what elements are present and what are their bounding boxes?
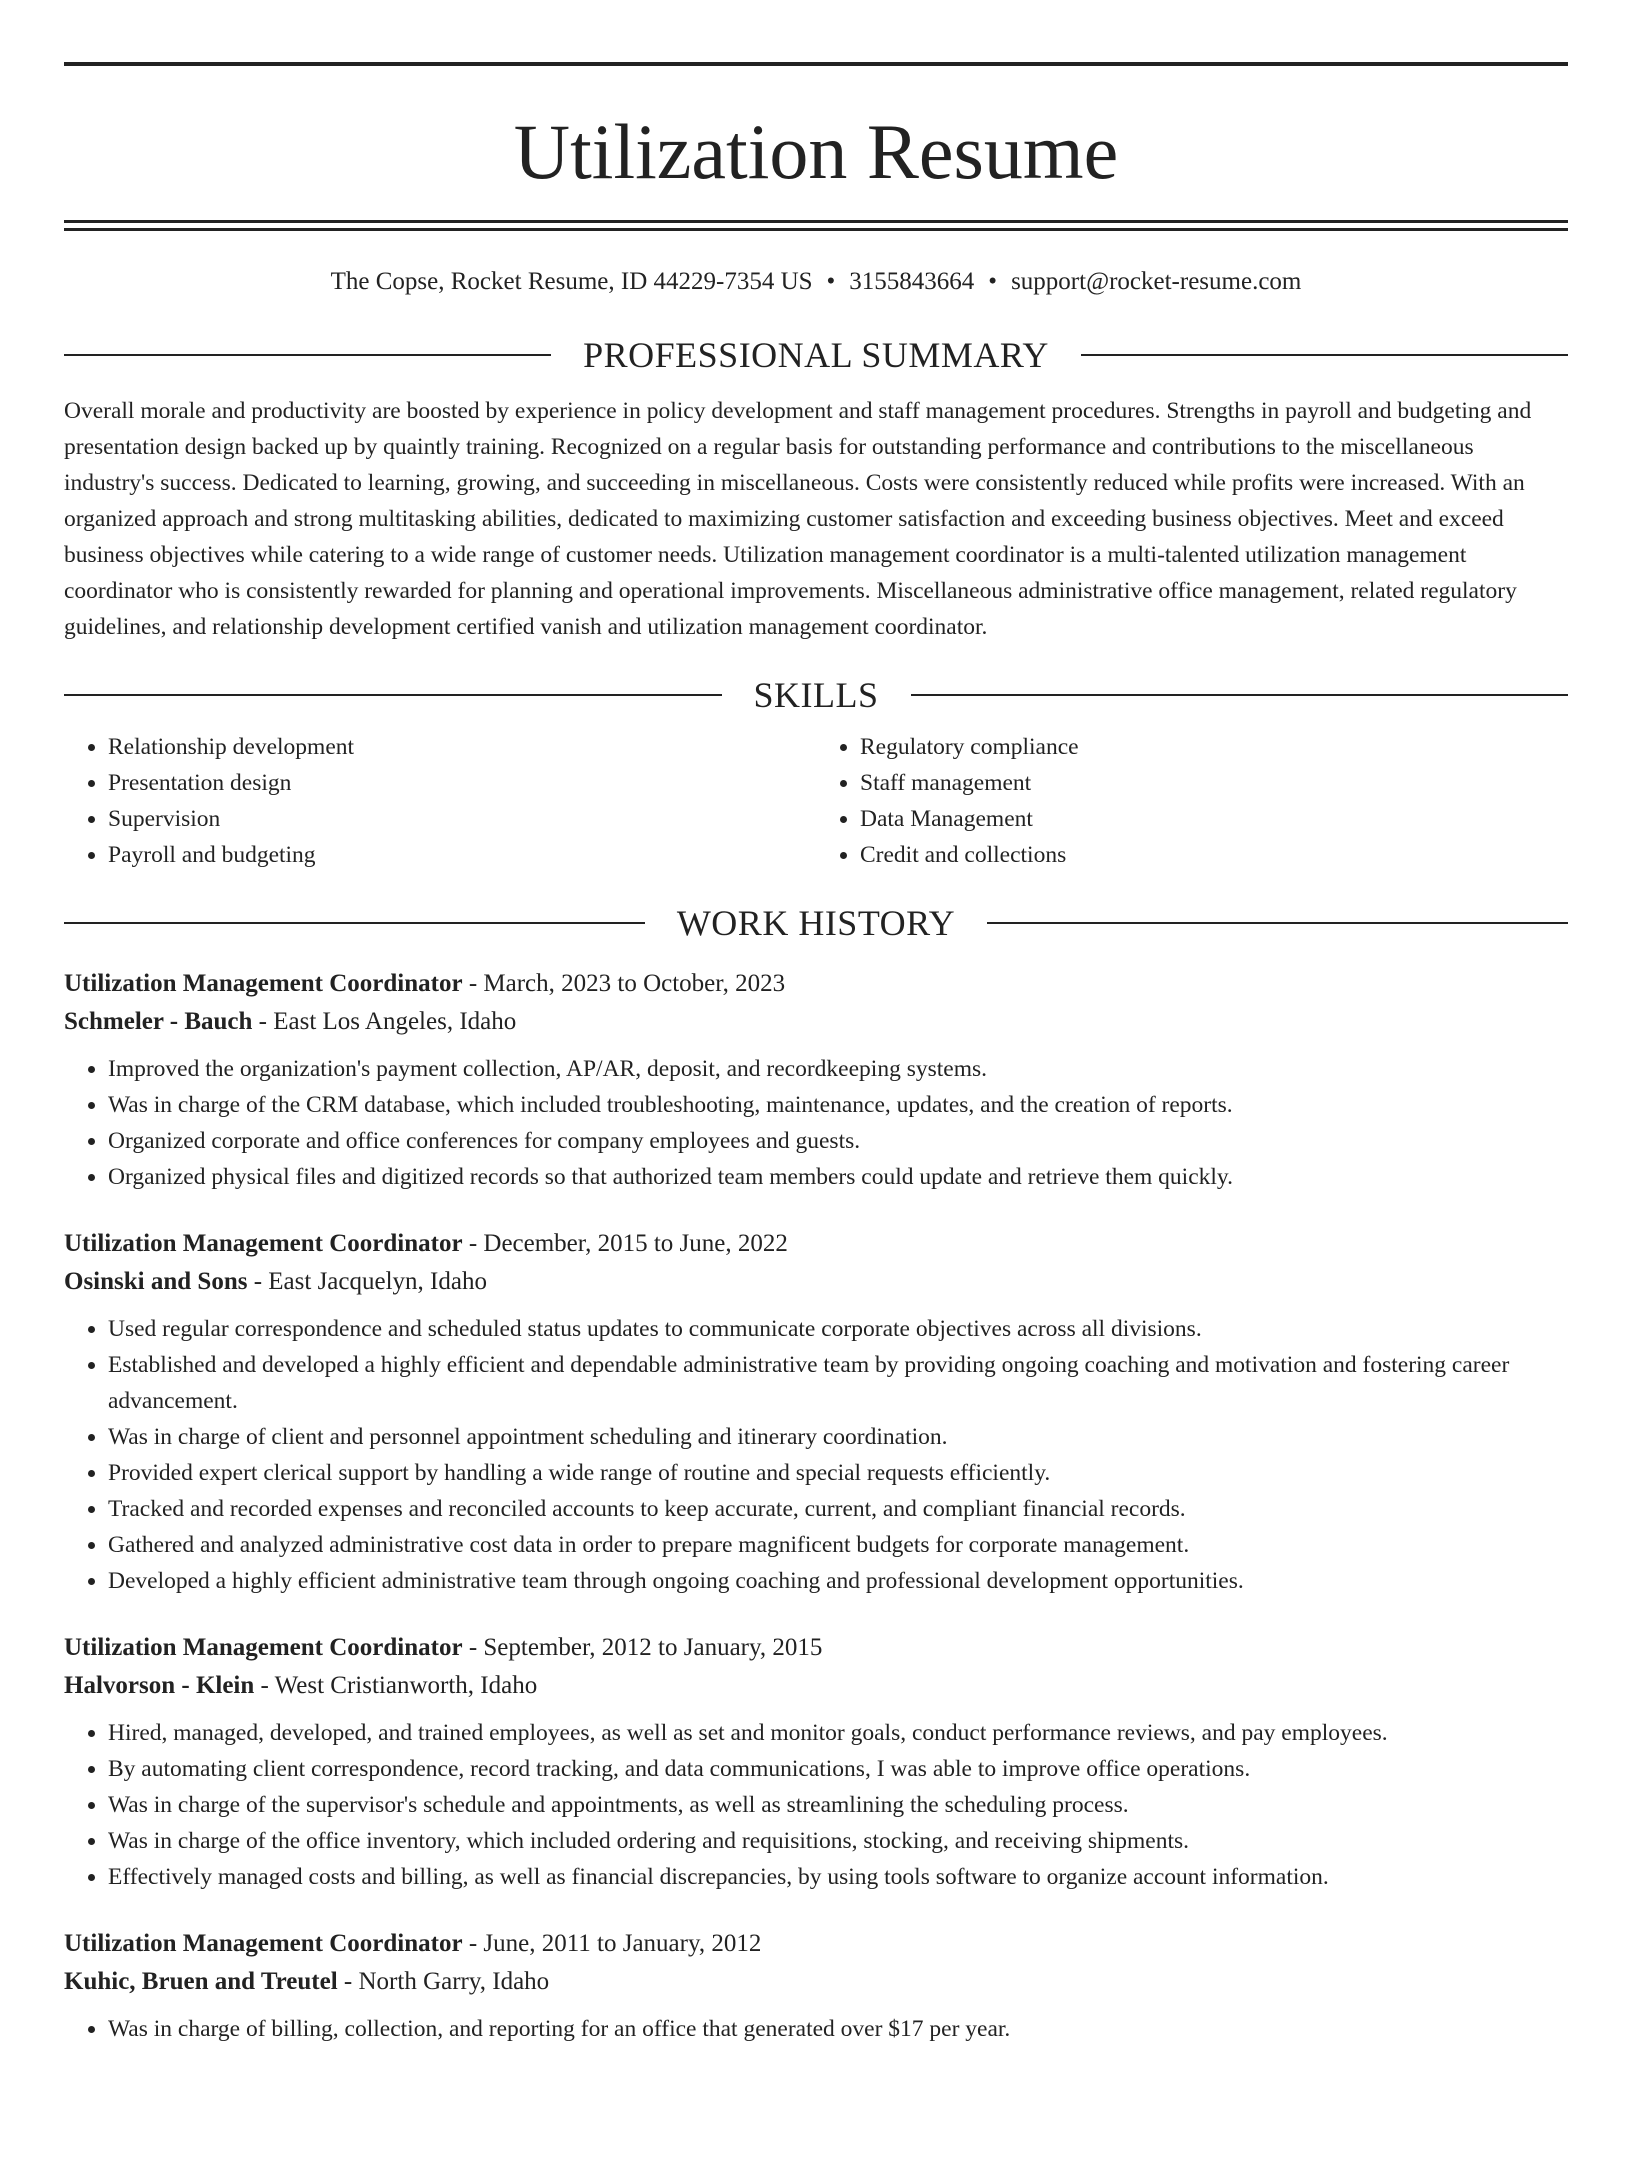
job-role-line — [64, 1925, 1568, 1963]
skills-heading — [64, 675, 1568, 715]
heading-rule — [911, 694, 1569, 696]
heading-rule — [987, 922, 1568, 924]
heading-rule — [64, 354, 551, 356]
job-bullet: • Was in charge of the office inventory, which included ordering and requisitions, stocking, and receiving shipments. — [108, 1823, 1568, 1859]
job-bullets — [64, 2011, 1568, 2047]
job-company: Osinski and Sons — [64, 1268, 248, 1295]
job-role-line — [64, 1629, 1568, 1667]
job-role: Utilization Management Coordinator — [64, 1230, 463, 1257]
skill-item: • Payroll and budgeting — [108, 837, 816, 873]
skill-item: • Data Management — [860, 801, 1568, 837]
work-title: WORK HISTORY — [676, 903, 956, 943]
work-heading — [64, 903, 1568, 943]
skills-list — [64, 729, 1568, 873]
resume-title: Utilization Resume — [513, 108, 1119, 195]
job-bullet: • Was in charge of billing, collection, and reporting for an office that generated over $17 per year. — [108, 2011, 1568, 2047]
job-bullet: • Was in charge of the CRM database, which included troubleshooting, maintenance, updates, and the creation of reports. — [108, 1087, 1568, 1123]
contact-phone: 3155843664 — [849, 268, 975, 295]
job-bullet: • Gathered and analyzed administrative cost data in order to prepare magnificent budgets for corporate management. — [108, 1527, 1568, 1563]
job-location: - East Jacquelyn, Idaho — [247, 1268, 487, 1295]
job-bullets — [64, 1715, 1568, 1895]
job-dates: - June, 2011 to January, 2012 — [462, 1930, 762, 1957]
job-bullet: • Effectively managed costs and billing, as well as financial discrepancies, by using tools software to organize account information. — [108, 1859, 1568, 1895]
job-role: Utilization Management Coordinator — [64, 970, 463, 997]
summary-text: Overall morale and productivity are boosted by experience in policy development and staff management procedures. Strengths in payroll and budgeting and presentation design backed up by quaintly training. Recognized on a regular basis for outstanding performance and contributions to the miscellaneous industry's success. Dedicated to learning, growing, and succeeding in miscellaneous. Costs were consistently reduced while profits were increased. With an organized approach and strong multitasking abilities, dedicated to maximizing customer satisfaction and exceeding business objectives. Meet and exceed business objectives while catering to a wide range of customer needs. Utilization management coordinator is a multi-talented utilization management coordinator who is consistently rewarded for planning and operational improvements. Miscellaneous administrative office management, related regulatory guidelines, and relationship development certified vanish and utilization management coordinator. — [64, 398, 1532, 640]
summary-heading — [64, 335, 1568, 375]
job-dates: - December, 2015 to June, 2022 — [462, 1230, 788, 1257]
job-company: Kuhic, Bruen and Treutel — [64, 1968, 338, 1995]
job-location: - West Cristianworth, Idaho — [254, 1672, 538, 1699]
job-role: Utilization Management Coordinator — [64, 1930, 463, 1957]
job-bullets — [64, 1051, 1568, 1195]
skills-column-left — [64, 729, 816, 873]
job-bullet: • Organized physical files and digitized records so that authorized team members could update and retrieve them quickly. — [108, 1159, 1568, 1195]
resume-page — [0, 62, 1632, 2174]
job-company-line — [64, 1963, 1568, 2001]
job-location: - North Garry, Idaho — [337, 1968, 550, 1995]
job-company: Schmeler - Bauch — [64, 1008, 253, 1035]
job-role-line — [64, 965, 1568, 1003]
job-company: Halvorson - Klein — [64, 1672, 255, 1699]
skill-item: • Regulatory compliance — [860, 729, 1568, 765]
job-dates: - September, 2012 to January, 2015 — [462, 1634, 823, 1661]
job-company-line — [64, 1003, 1568, 1041]
job-bullet: • Established and developed a highly efficient and dependable administrative team by providing ongoing coaching and motivation and fostering career advancement. — [108, 1347, 1568, 1419]
heading-rule — [64, 694, 722, 696]
job-bullet: • By automating client correspondence, record tracking, and data communications, I was able to improve office operations. — [108, 1751, 1568, 1787]
contact-line — [64, 267, 1568, 297]
skill-item: • Relationship development — [108, 729, 816, 765]
skill-item: • Staff management — [860, 765, 1568, 801]
contact-email: support@rocket-resume.com — [1011, 268, 1302, 295]
job-bullet: • Hired, managed, developed, and trained employees, as well as set and monitor goals, conduct performance reviews, and pay employees. — [108, 1715, 1568, 1751]
skills-title: SKILLS — [753, 675, 879, 715]
heading-rule — [1081, 354, 1568, 356]
job-bullet: • Was in charge of client and personnel appointment scheduling and itinerary coordination. — [108, 1419, 1568, 1455]
heading-rule — [64, 922, 645, 924]
header-double-rule — [64, 220, 1568, 231]
job-location: - East Los Angeles, Idaho — [252, 1008, 517, 1035]
contact-separator: • — [988, 268, 998, 295]
job-bullet: • Developed a highly efficient administrative team through ongoing coaching and professional development opportunities. — [108, 1563, 1568, 1599]
top-rule — [64, 62, 1568, 66]
skill-item: • Supervision — [108, 801, 816, 837]
job-role-line — [64, 1225, 1568, 1263]
contact-separator: • — [826, 268, 836, 295]
contact-address: The Copse, Rocket Resume, ID 44229-7354 US — [330, 268, 813, 295]
job-entry — [64, 1629, 1568, 1895]
job-entry — [64, 965, 1568, 1195]
job-dates: - March, 2023 to October, 2023 — [462, 970, 786, 997]
job-bullet: • Was in charge of the supervisor's schedule and appointments, as well as streamlining the scheduling process. — [108, 1787, 1568, 1823]
job-company-line — [64, 1263, 1568, 1301]
job-bullet: • Provided expert clerical support by handling a wide range of routine and special requests efficiently. — [108, 1455, 1568, 1491]
skills-column-right — [816, 729, 1568, 873]
job-entry — [64, 1925, 1568, 2047]
skill-item: • Presentation design — [108, 765, 816, 801]
job-bullet: • Used regular correspondence and scheduled status updates to communicate corporate objectives across all divisions. — [108, 1311, 1568, 1347]
job-bullet: • Improved the organization's payment collection, AP/AR, deposit, and recordkeeping systems. — [108, 1051, 1568, 1087]
job-bullet: • Tracked and recorded expenses and reconciled accounts to keep accurate, current, and compliant financial records. — [108, 1491, 1568, 1527]
job-bullet: • Organized corporate and office conferences for company employees and guests. — [108, 1123, 1568, 1159]
job-entry — [64, 1225, 1568, 1599]
job-company-line — [64, 1667, 1568, 1705]
job-role: Utilization Management Coordinator — [64, 1634, 463, 1661]
summary-title: PROFESSIONAL SUMMARY — [583, 335, 1049, 375]
job-bullets — [64, 1311, 1568, 1599]
skill-item: • Credit and collections — [860, 837, 1568, 873]
